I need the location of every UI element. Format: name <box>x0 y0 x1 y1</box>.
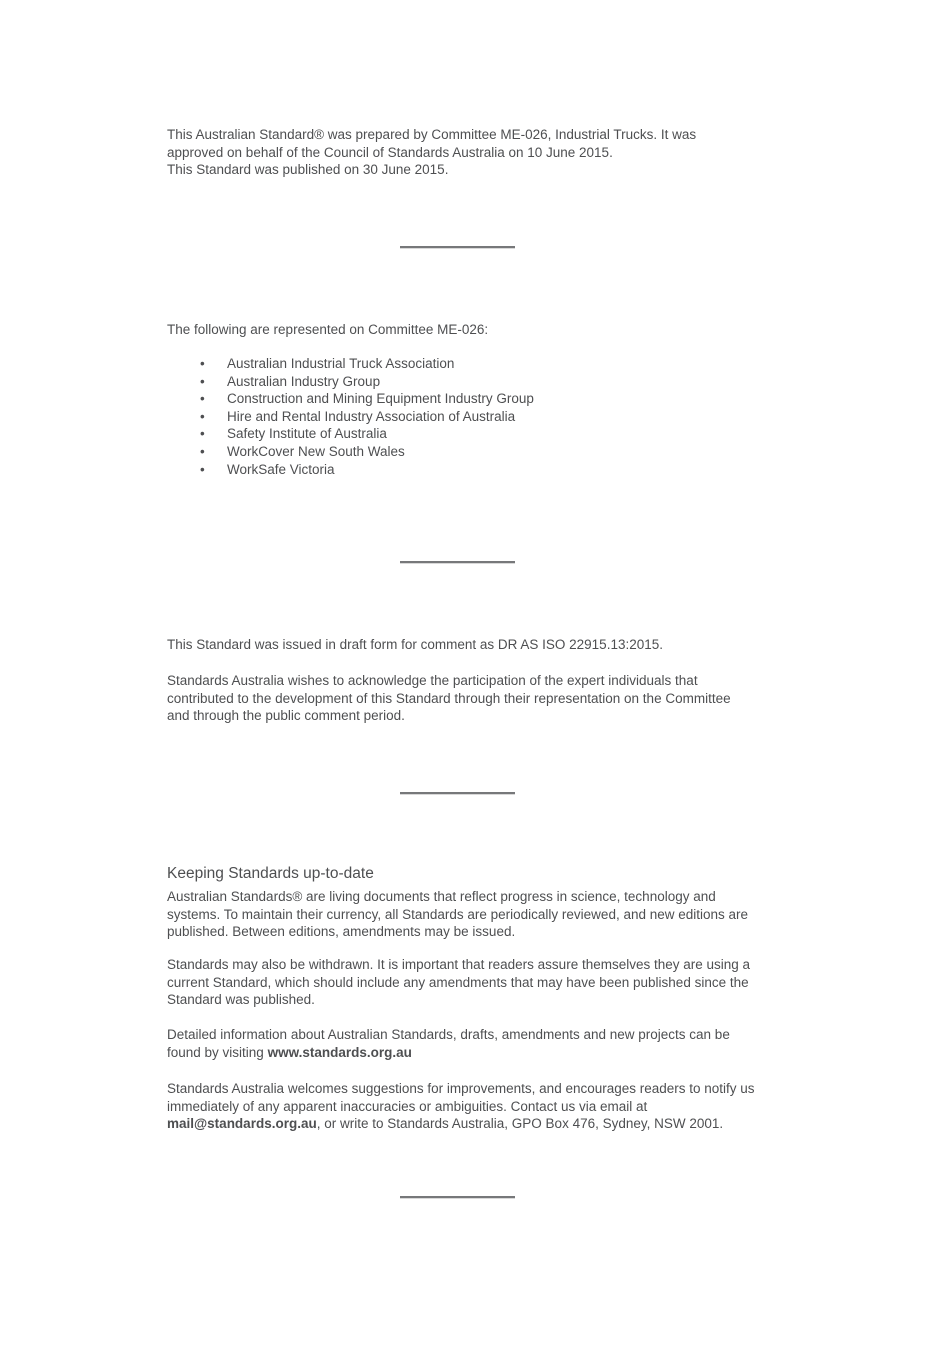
contact-paragraph-text: Standards Australia welcomes suggestions for improvements, and encourages readers to notify us immediately of any apparent inaccuracies or ambiguities. Contact us via email at <box>167 1081 755 1114</box>
withdrawn-standards-paragraph: Standards may also be withdrawn. It is important that readers assure themselves they are using a current Standard, which should include any amendments that may have been published since the Standard was published. <box>167 957 751 1008</box>
website-link[interactable]: www.standards.org.au <box>267 1044 412 1060</box>
keeping-standards-heading: Keeping Standards up-to-date <box>167 865 374 882</box>
publication-text: This Standard was published on 30 June 2015. <box>167 162 449 178</box>
committee-intro: The following are represented on Committee ME-026: <box>167 322 489 337</box>
committee-member: • Construction and Mining Equipment Industry Group <box>167 390 755 408</box>
website-paragraph-text: Detailed information about Australian Standards, drafts, amendments and new projects can be found by visiting <box>167 1027 730 1060</box>
contact-paragraph <box>167 1080 755 1133</box>
contact-paragraph-tail: , or write to Standards Australia, GPO Box 476, Sydney, NSW 2001. <box>316 1116 724 1132</box>
committee-member: • Hire and Rental Industry Association of Australia <box>167 408 755 426</box>
section-divider <box>400 792 515 795</box>
committee-member: • WorkSafe Victoria <box>167 461 755 479</box>
section-divider <box>400 561 515 564</box>
section-divider <box>400 246 515 249</box>
website-paragraph <box>167 1026 755 1061</box>
email-link[interactable]: mail@standards.org.au <box>167 1116 317 1132</box>
committee-member: • Safety Institute of Australia <box>167 425 755 443</box>
committee-member: • Australian Industrial Truck Association <box>167 355 755 373</box>
section-divider <box>400 1196 515 1199</box>
draft-comment-paragraph: This Standard was issued in draft form for comment as DR AS ISO 22915.13:2015. <box>167 637 663 652</box>
preparation-paragraph <box>167 126 755 179</box>
committee-member: • Australian Industry Group <box>167 373 755 391</box>
preparation-text: This Australian Standard® was prepared by Committee ME-026, Industrial Trucks. It was approved on behalf of the Council of Standards Australia on 10 June 2015. <box>167 127 697 160</box>
committee-list <box>167 355 755 478</box>
living-documents-paragraph: Australian Standards® are living documents that reflect progress in science, technology and systems. To maintain their currency, all Standards are periodically reviewed, and new editions are published. Between editions, amendments may be issued. <box>167 889 749 940</box>
acknowledgement-paragraph: Standards Australia wishes to acknowledge the participation of the expert individuals that contributed to the development of this Standard through their representation on the Committee and through the public comment period. <box>167 673 731 724</box>
committee-member: • WorkCover New South Wales <box>167 443 755 461</box>
